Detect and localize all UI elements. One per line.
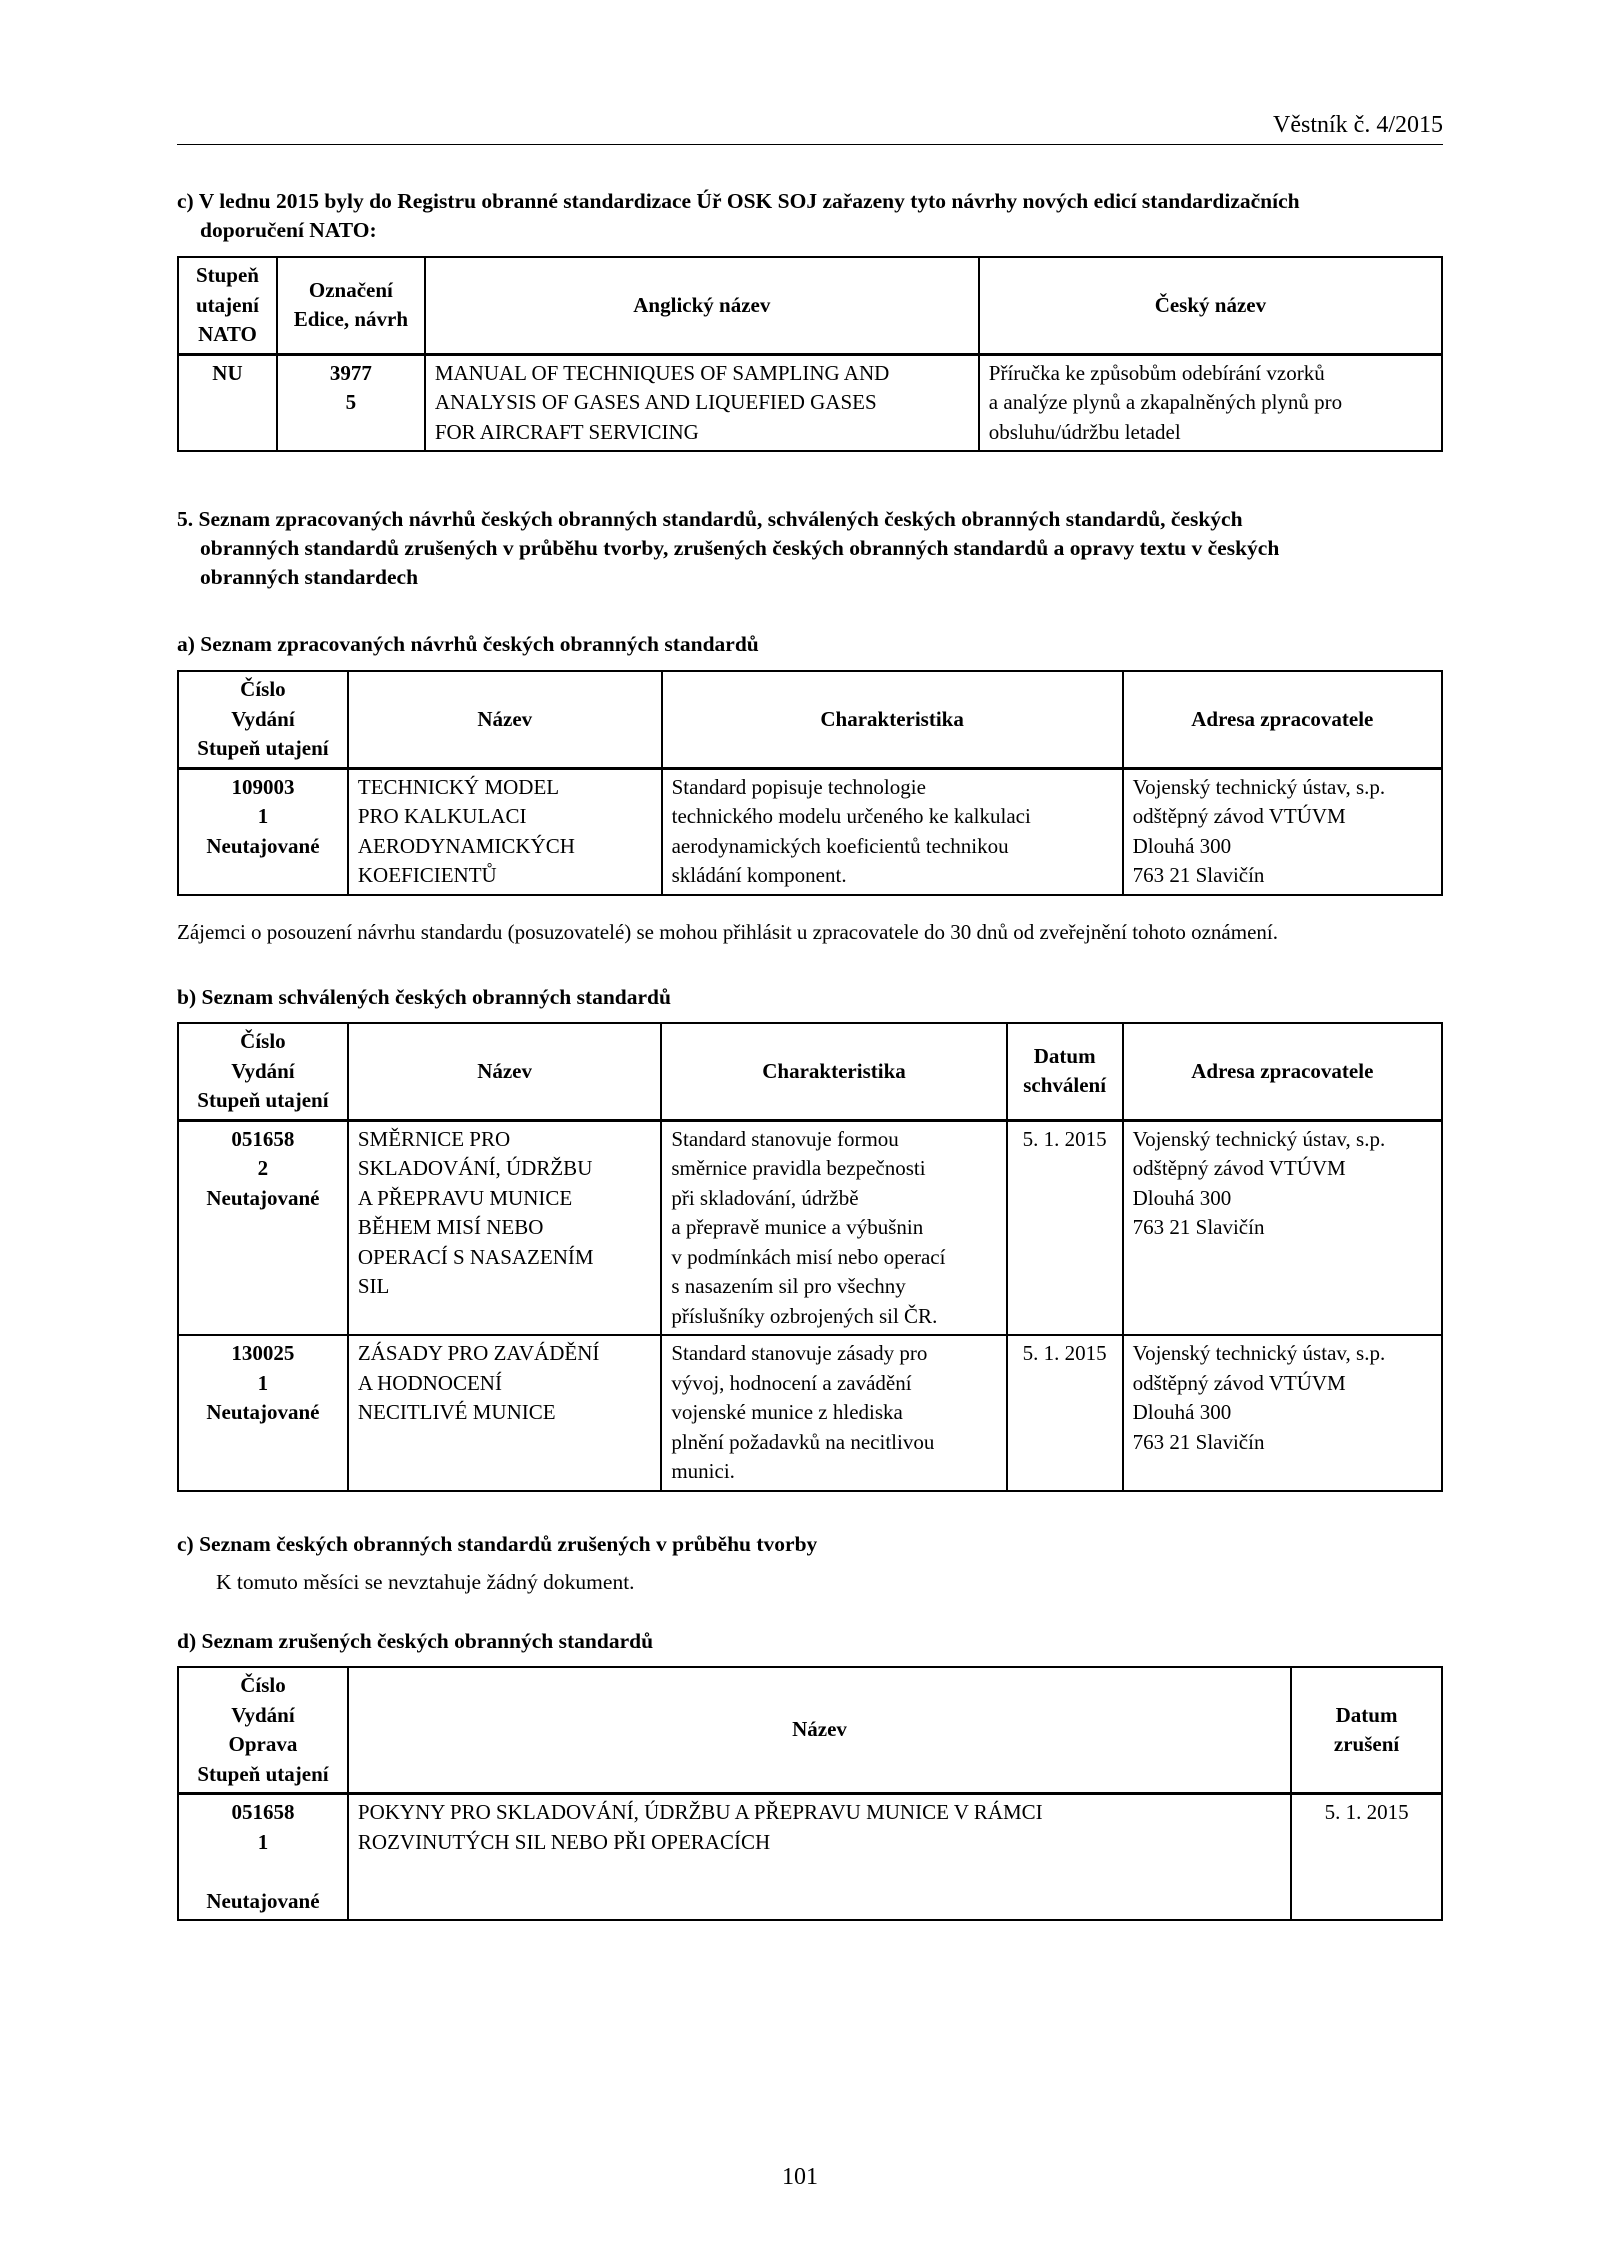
sec-b-title: b) Seznam schválených českých obranných standardů (177, 985, 671, 1009)
approved-col-nazev: Název (348, 1023, 661, 1120)
journal-header: Věstník č. 4/2015 (1273, 112, 1443, 138)
cancelled-col-datum: Datum zrušení (1291, 1667, 1442, 1794)
nato-col-anglicky: Anglický název (425, 257, 979, 354)
drafts-col-nazev: Název (348, 671, 662, 768)
nato-col-oznaceni: Označení Edice, návrh (277, 257, 425, 354)
sec5-title-line2: obranných standardů zrušených v průběhu tvorby, zrušených českých obranných standardů a opravy textu v českých (200, 536, 1280, 560)
approved-col-datum: Datum schválení (1007, 1023, 1123, 1120)
page-number: 101 (782, 2164, 818, 2190)
approved-adresa: Vojenský technický ústav, s.p. odštěpný závod VTÚVM Dlouhá 300 763 21 Slavičín (1123, 1120, 1442, 1335)
drafts-note: Zájemci o posouzení návrhu standardu (posuzovatelé) se mohou přihlásit u zpracovatele do 30 dnů od zveřejnění tohoto oznámení. (177, 920, 1278, 944)
nato-anglicky: MANUAL OF TECHNIQUES OF SAMPLING AND ANALYSIS OF GASES AND LIQUEFIED GASES FOR AIRCRAFT SERVICING (425, 354, 979, 451)
approved-cislo: 051658 2 Neutajované (178, 1120, 348, 1335)
table-row (178, 768, 1442, 895)
cancelled-nazev: POKYNY PRO SKLADOVÁNÍ, ÚDRŽBU A PŘEPRAVU MUNICE V RÁMCI ROZVINUTÝCH SIL NEBO PŘI OPERACÍCH (348, 1794, 1291, 1921)
cancelled-table (177, 1666, 1443, 1921)
nato-cesky: Příručka ke způsobům odebírání vzorků a analýze plynů a zkapalněných plynů pro obsluhu/údržbu letadel (979, 354, 1442, 451)
drafts-col-cislo: Číslo Vydání Stupeň utajení (178, 671, 348, 768)
approved-col-adresa: Adresa zpracovatele (1123, 1023, 1442, 1120)
sec-a-title: a) Seznam zpracovaných návrhů českých obranných standardů (177, 632, 759, 656)
approved-nazev: SMĚRNICE PRO SKLADOVÁNÍ, ÚDRŽBU A PŘEPRAVU MUNICE BĚHEM MISÍ NEBO OPERACÍ S NASAZENÍM SIL (348, 1120, 661, 1335)
approved-col-charakteristika: Charakteristika (661, 1023, 1006, 1120)
cancelled-col-cislo: Číslo Vydání Oprava Stupeň utajení (178, 1667, 348, 1794)
sec-c2-text: K tomuto měsíci se nevztahuje žádný dokument. (216, 1570, 635, 1594)
sec5-title-line1: 5. Seznam zpracovaných návrhů českých obranných standardů, schválených českých obranných standardů, českých (177, 507, 1243, 531)
sec-d-title: d) Seznam zrušených českých obranných standardů (177, 1629, 654, 1653)
approved-table (177, 1022, 1443, 1492)
drafts-adresa: Vojenský technický ústav, s.p. odštěpný závod VTÚVM Dlouhá 300 763 21 Slavičín (1123, 768, 1442, 895)
table-row (178, 354, 1442, 451)
approved-nazev: ZÁSADY PRO ZAVÁDĚNÍ A HODNOCENÍ NECITLIVÉ MUNICE (348, 1335, 661, 1491)
header-rule (177, 144, 1443, 145)
drafts-nazev: TECHNICKÝ MODEL PRO KALKULACI AERODYNAMICKÝCH KOEFICIENTŮ (348, 768, 662, 895)
drafts-charakteristika: Standard popisuje technologie technického modelu určeného ke kalkulaci aerodynamických koeficientů technikou skládání komponent. (662, 768, 1123, 895)
sec-c2-title: c) Seznam českých obranných standardů zrušených v průběhu tvorby (177, 1532, 818, 1556)
cancelled-col-nazev: Název (348, 1667, 1291, 1794)
drafts-cislo: 109003 1 Neutajované (178, 768, 348, 895)
sec-c-nato-title-line2: doporučení NATO: (200, 218, 377, 242)
cancelled-cislo: 051658 1 Neutajované (178, 1794, 348, 1921)
nato-col-cesky: Český název (979, 257, 1442, 354)
drafts-col-adresa: Adresa zpracovatele (1123, 671, 1442, 768)
nato-table (177, 256, 1443, 452)
table-row (178, 1794, 1442, 1921)
nato-col-stupen: Stupeň utajení NATO (178, 257, 277, 354)
drafts-table (177, 670, 1443, 896)
approved-col-cislo: Číslo Vydání Stupeň utajení (178, 1023, 348, 1120)
approved-charakteristika: Standard stanovuje zásady pro vývoj, hodnocení a zavádění vojenské munice z hlediska plnění požadavků na necitlivou munici. (661, 1335, 1006, 1491)
approved-datum: 5. 1. 2015 (1007, 1335, 1123, 1491)
nato-oznaceni: 3977 5 (277, 354, 425, 451)
approved-adresa: Vojenský technický ústav, s.p. odštěpný závod VTÚVM Dlouhá 300 763 21 Slavičín (1123, 1335, 1442, 1491)
drafts-col-charakteristika: Charakteristika (662, 671, 1123, 768)
cancelled-datum: 5. 1. 2015 (1291, 1794, 1442, 1921)
sec-c-nato-title-line1: c) V lednu 2015 byly do Registru obranné standardizace Úř OSK SOJ zařazeny tyto návrhy nových edicí standardizačních (177, 189, 1300, 213)
nato-stupen: NU (178, 354, 277, 451)
table-row (178, 1335, 1442, 1491)
approved-charakteristika: Standard stanovuje formou směrnice pravidla bezpečnosti při skladování, údržbě a přepravě munice a výbušnin v podmínkách misí nebo operací s nasazením sil pro všechny příslušníky ozbrojených sil ČR. (661, 1120, 1006, 1335)
sec5-title-line3: obranných standardech (200, 565, 419, 589)
approved-cislo: 130025 1 Neutajované (178, 1335, 348, 1491)
approved-datum: 5. 1. 2015 (1007, 1120, 1123, 1335)
table-row (178, 1120, 1442, 1335)
